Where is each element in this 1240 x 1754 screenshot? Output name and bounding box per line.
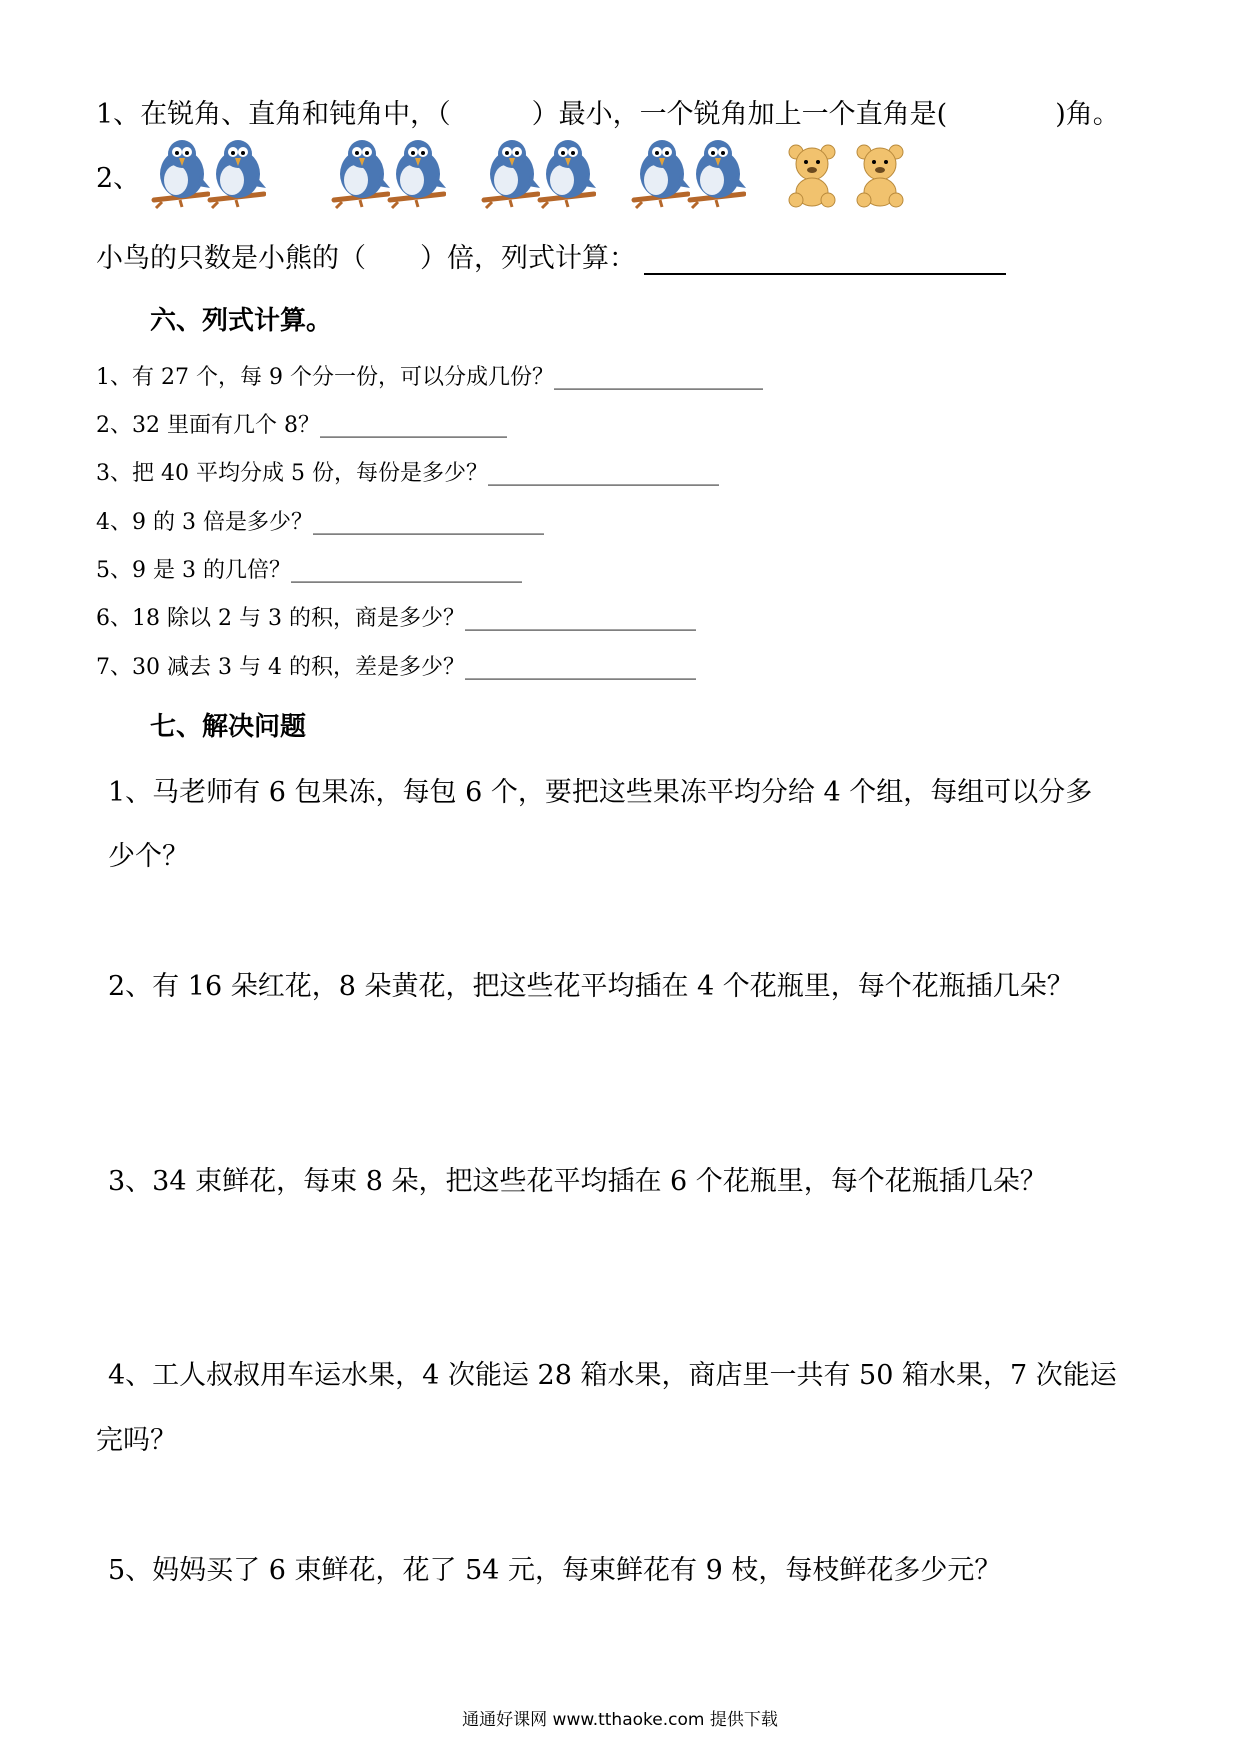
bird-icon — [330, 136, 390, 210]
bird-icon — [480, 136, 540, 210]
calc-item-4: 4、9 的 3 倍是多少？_____________________ — [96, 510, 544, 535]
calc-item-2: 2、32 里面有几个 8？_________________ — [96, 413, 507, 438]
calc-item-1: 1、有 27 个，每 9 个分一份，可以分成几份？___________________ — [96, 365, 763, 390]
problem-4-line-2: 完吗？ — [96, 1425, 177, 1456]
problem-1-line-1: 1、马老师有 6 包果冻，每包 6 个，要把这些果冻平均分给 4 个组，每组可以分多 — [108, 777, 1093, 808]
fill-question-1: 1、在锐角、直角和钝角中，（ ）最小，一个锐角加上一个直角是( )角。 — [96, 99, 1120, 130]
page-footer: 通通好课网 www.tthaoke.com 提供下载 — [462, 1710, 778, 1730]
problem-1-line-2: 少个？ — [108, 841, 189, 872]
fill-question-2-text — [96, 236, 1006, 275]
problem-3: 3、34 束鲜花，每束 8 朵，把这些花平均插在 6 个花瓶里，每个花瓶插几朵？ — [108, 1166, 1047, 1197]
teddy-bear-icon — [782, 142, 842, 208]
bird-icon — [150, 136, 210, 210]
teddy-bear-icon — [850, 142, 910, 208]
problem-2: 2、有 16 朵红花，8 朵黄花，把这些花平均插在 4 个花瓶里，每个花瓶插几朵？ — [108, 971, 1074, 1002]
bird-icon — [630, 136, 690, 210]
problem-5: 5、妈妈买了 6 束鲜花，花了 54 元，每束鲜花有 9 枝，每枝鲜花多少元？ — [108, 1555, 1002, 1586]
calc-item-5: 5、9 是 3 的几倍？_____________________ — [96, 558, 522, 583]
bird-icon — [386, 136, 446, 210]
calc-item-6: 6、18 除以 2 与 3 的积，商是多少？_____________________ — [96, 606, 696, 631]
section-7-heading: 七、解决问题 — [150, 712, 307, 742]
birds-and-bears-illustration — [150, 136, 930, 216]
calc-item-3: 3、把 40 平均分成 5 份，每份是多少？_____________________ — [96, 461, 719, 486]
bird-icon — [686, 136, 746, 210]
section-6-heading: 六、列式计算。 — [150, 306, 333, 336]
answer-blank[interactable] — [644, 247, 1006, 275]
calc-item-7: 7、30 减去 3 与 4 的积，差是多少？_____________________ — [96, 655, 696, 680]
bird-icon — [536, 136, 596, 210]
fill-question-2-number: 2、 — [96, 163, 141, 194]
problem-4-line-1: 4、工人叔叔用车运水果，4 次能运 28 箱水果，商店里一共有 50 箱水果，7 次能运 — [108, 1360, 1117, 1391]
bird-icon — [206, 136, 266, 210]
fill-question-2-label: 小鸟的只数是小熊的（ ）倍，列式计算： — [96, 243, 636, 274]
